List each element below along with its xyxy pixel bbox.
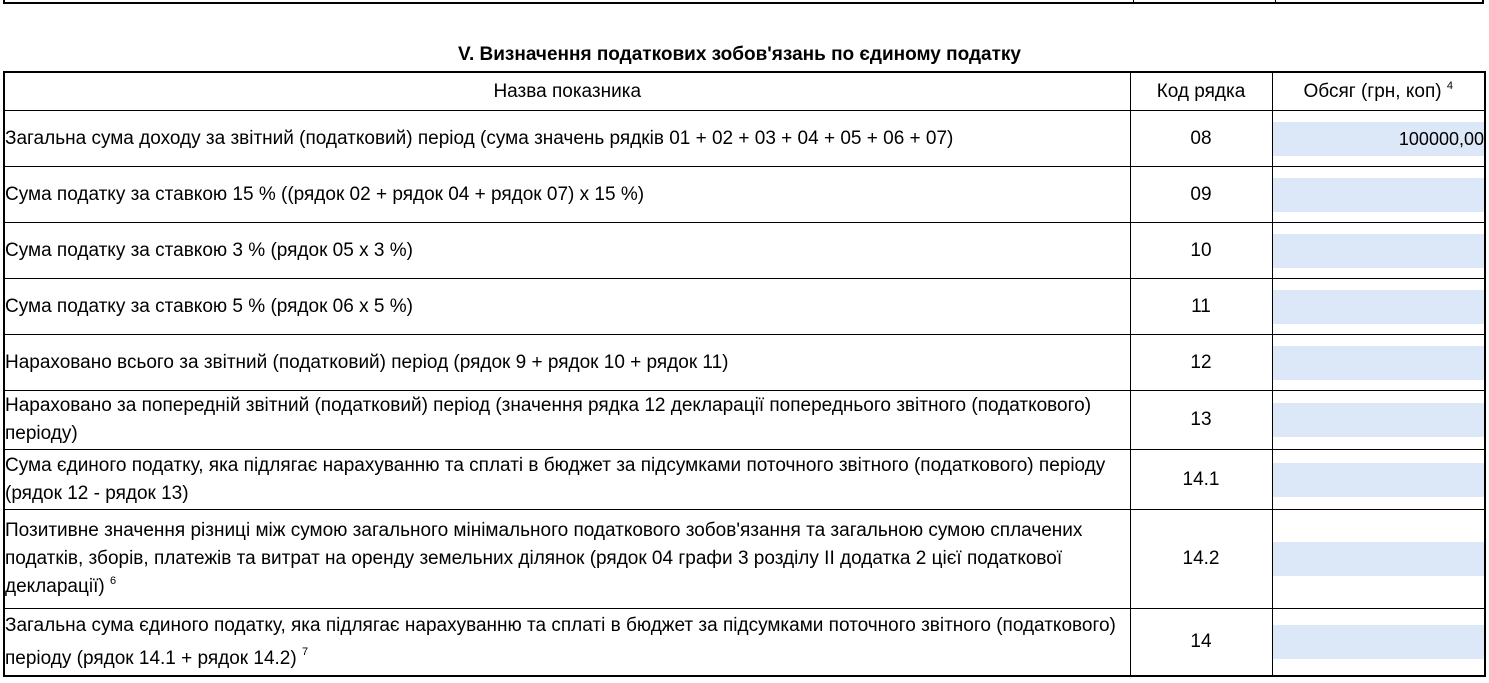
row-code: 10 (1130, 223, 1272, 279)
row-name (4, 609, 1130, 677)
tax-liabilities-table (3, 71, 1486, 677)
footnote-marker: 4 (1446, 79, 1453, 92)
row-value-cell (1272, 450, 1485, 510)
row-code: 12 (1130, 335, 1272, 391)
row-name-text: Загальна сума єдиного податку, яка підлягає нарахуванню та сплаті в бюджет за підсумками поточного звітного (податкового) періоду (рядок 14.1 + рядок 14.2) (5, 615, 1116, 669)
row-value-cell (1272, 279, 1485, 335)
amount-input-14-2[interactable] (1273, 542, 1485, 576)
row-value-cell (1272, 111, 1485, 167)
table-row (4, 223, 1485, 279)
table-row (4, 279, 1485, 335)
row-name-text: Позитивне значення різниці між сумою загального мінімального податкового зобов'язання та загальною сумою сплачених податків, зборів, платежів та витрат на оренду земельних ділянок (рядок 04 графи 3 розділу II додатка 2 цієї податкової декларації) (5, 520, 1083, 597)
footnote-marker: 7 (301, 646, 309, 658)
header-row-code: Код рядка (1130, 72, 1272, 111)
column-divider (1275, 0, 1276, 2)
amount-input-14[interactable] (1273, 625, 1485, 659)
header-amount (1272, 72, 1485, 111)
amount-input-12[interactable] (1273, 346, 1485, 380)
row-value-cell (1272, 391, 1485, 450)
section-title: V. Визначення податкових зобов'язань по єдиному податку (458, 44, 1021, 65)
amount-input-14-1[interactable] (1273, 463, 1485, 497)
row-name: Загальна сума доходу за звітний (податковий) період (сума значень рядків 01 + 02 + 03 + 04 + 05 + 06 + 07) (4, 111, 1130, 167)
amount-input-08[interactable]: 100000,00 (1273, 122, 1485, 156)
row-name: Сума податку за ставкою 5 % (рядок 06 х 5 %) (4, 279, 1130, 335)
amount-input-11[interactable] (1273, 290, 1485, 324)
row-code: 14.1 (1130, 450, 1272, 510)
footnote-marker: 6 (109, 575, 117, 587)
column-divider (1133, 0, 1134, 2)
previous-section-table-bottom (3, 0, 1484, 4)
amount-input-13[interactable] (1273, 403, 1485, 437)
row-value-cell (1272, 510, 1485, 609)
row-name: Сума єдиного податку, яка підлягає нарахуванню та сплаті в бюджет за підсумками поточного звітного (податкового) періоду (рядок 12 - рядок 13) (4, 450, 1130, 510)
row-name (4, 510, 1130, 609)
header-indicator-name: Назва показника (4, 72, 1130, 111)
row-value-cell (1272, 335, 1485, 391)
table-row (4, 335, 1485, 391)
header-amount-label: Обсяг (грн, коп) (1303, 80, 1442, 102)
table-row (4, 111, 1485, 167)
row-name: Сума податку за ставкою 15 % ((рядок 02 + рядок 04 + рядок 07) х 15 %) (4, 167, 1130, 223)
row-code: 14 (1130, 609, 1272, 677)
row-code: 14.2 (1130, 510, 1272, 609)
table-row (4, 391, 1485, 450)
amount-input-10[interactable] (1273, 234, 1485, 268)
table-row (4, 510, 1485, 609)
row-code: 13 (1130, 391, 1272, 450)
row-name: Нараховано всього за звітний (податковий) період (рядок 9 + рядок 10 + рядок 11) (4, 335, 1130, 391)
row-value-cell (1272, 223, 1485, 279)
table-row (4, 450, 1485, 510)
row-value-cell (1272, 609, 1485, 677)
row-name: Сума податку за ставкою 3 % (рядок 05 х 3 %) (4, 223, 1130, 279)
row-code: 11 (1130, 279, 1272, 335)
table-row (4, 167, 1485, 223)
row-code: 08 (1130, 111, 1272, 167)
row-value-cell (1272, 167, 1485, 223)
table-header-row (4, 72, 1485, 111)
row-code: 09 (1130, 167, 1272, 223)
amount-input-09[interactable] (1273, 178, 1485, 212)
row-name: Нараховано за попередній звітний (податковий) період (значення рядка 12 декларації попереднього звітного (податкового) періоду) (4, 391, 1130, 450)
table-row (4, 609, 1485, 677)
